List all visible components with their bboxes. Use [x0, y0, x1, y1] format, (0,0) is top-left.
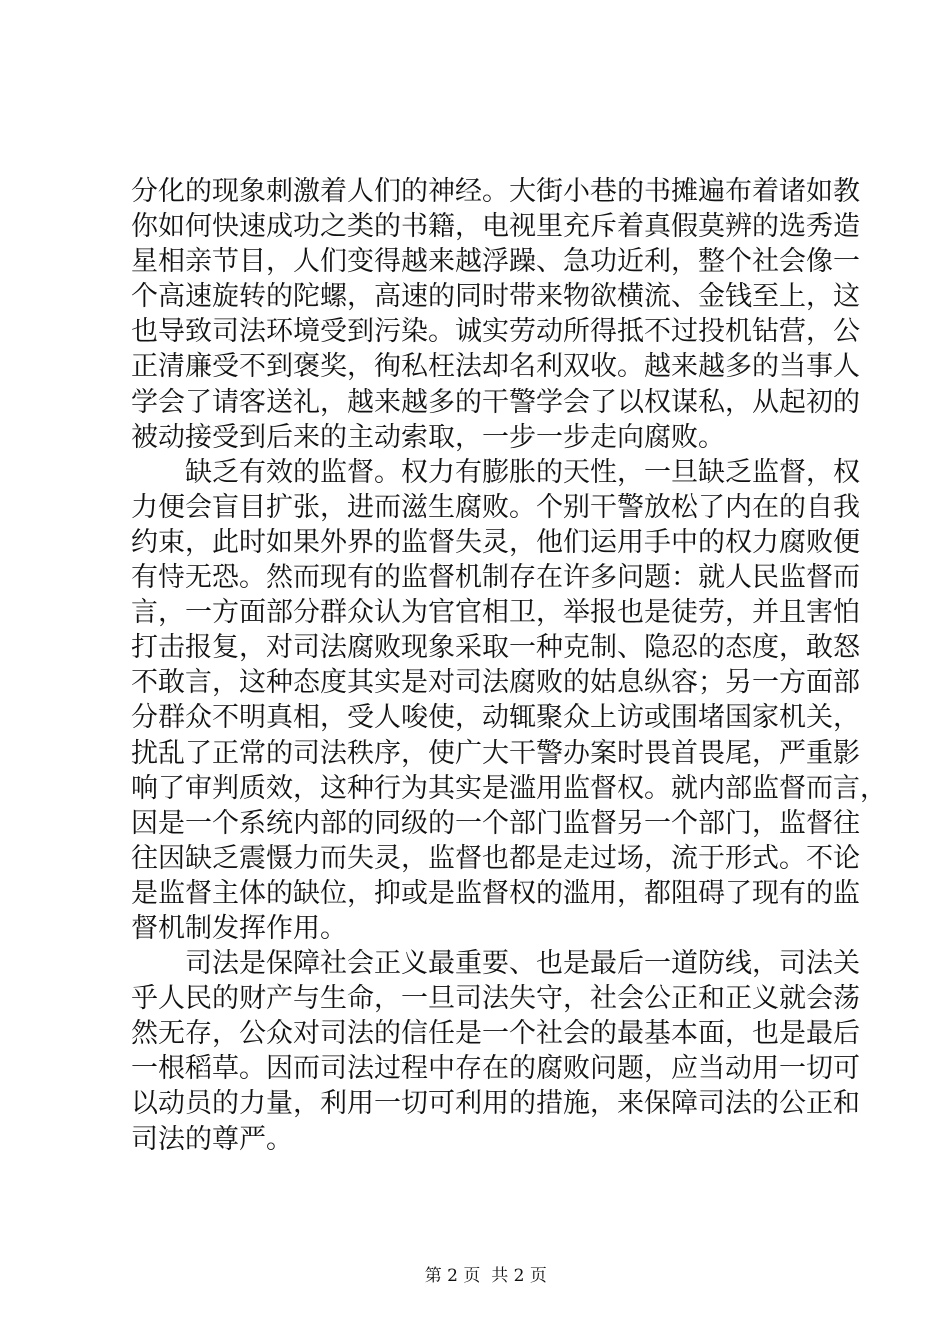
- text-line: 因是一个系统内部的同级的一个部门监督另一个部门，监督往: [131, 807, 860, 839]
- text-line: 分群众不明真相，受人唆使，动辄聚众上访或围堵国家机关，: [131, 702, 860, 734]
- text-line: 不敢言，这种态度其实是对司法腐败的姑息纵容；另一方面部: [131, 667, 860, 699]
- text-line: 约束，此时如果外界的监督失灵，他们运用手中的权力腐败便: [131, 526, 860, 558]
- text-line: 被动接受到后来的主动索取，一步一步走向腐败。: [131, 421, 725, 453]
- text-line: 有恃无恐。然而现有的监督机制存在许多问题：就人民监督而: [131, 562, 860, 594]
- text-line: 言，一方面部分群众认为官官相卫，举报也是徒劳，并且害怕: [131, 597, 860, 629]
- text-line: 学会了请客送礼，越来越多的干警学会了以权谋私，从起初的: [131, 386, 860, 418]
- text-line: 是监督主体的缺位，抑或是监督权的滥用，都阻碍了现有的监: [131, 877, 860, 909]
- text-line: 一根稻草。因而司法过程中存在的腐败问题，应当动用一切可: [131, 1053, 860, 1085]
- text-line: 星相亲节目，人们变得越来越浮躁、急功近利，整个社会像一: [131, 246, 860, 278]
- text-line: 以动员的力量，利用一切可利用的措施，来保障司法的公正和: [131, 1088, 860, 1120]
- text-line: 乎人民的财产与生命，一旦司法失守，社会公正和正义就会荡: [131, 983, 860, 1015]
- text-line: 司法的尊严。: [131, 1123, 293, 1155]
- text-line: 扰乱了正常的司法秩序，使广大干警办案时畏首畏尾，严重影: [131, 737, 860, 769]
- text-line: 也导致司法环境受到污染。诚实劳动所得抵不过投机钻营，公: [131, 316, 860, 348]
- text-line: 力便会盲目扩张，进而滋生腐败。个别干警放松了内在的自我: [131, 491, 860, 523]
- text-line: 然无存，公众对司法的信任是一个社会的最基本面，也是最后: [131, 1018, 860, 1050]
- text-line: 你如何快速成功之类的书籍，电视里充斥着真假莫辨的选秀造: [131, 211, 860, 243]
- text-line: 督机制发挥作用。: [131, 912, 347, 944]
- text-line: 个高速旋转的陀螺，高速的同时带来物欲横流、金钱至上，这: [131, 281, 860, 313]
- page-number: 第 2 页 共 2 页: [424, 1266, 547, 1286]
- text-line: 正清廉受不到褒奖，徇私枉法却名利双收。越来越多的当事人: [131, 351, 860, 383]
- text-line: 司法是保障社会正义最重要、也是最后一道防线，司法关: [131, 948, 860, 980]
- text-line: 打击报复，对司法腐败现象采取一种克制、隐忍的态度，敢怒: [131, 632, 860, 664]
- text-line: 缺乏有效的监督。权力有膨胀的天性，一旦缺乏监督，权: [131, 456, 860, 488]
- page-footer: [0, 1240, 950, 1312]
- text-line: 响了审判质效，这种行为其实是滥用监督权。就内部监督而言，: [131, 772, 887, 804]
- text-line: 分化的现象刺激着人们的神经。大街小巷的书摊遍布着诸如教: [131, 176, 860, 207]
- body-text: [131, 174, 887, 1157]
- text-line: 往因缺乏震慑力而失灵，监督也都是走过场，流于形式。不论: [131, 842, 860, 874]
